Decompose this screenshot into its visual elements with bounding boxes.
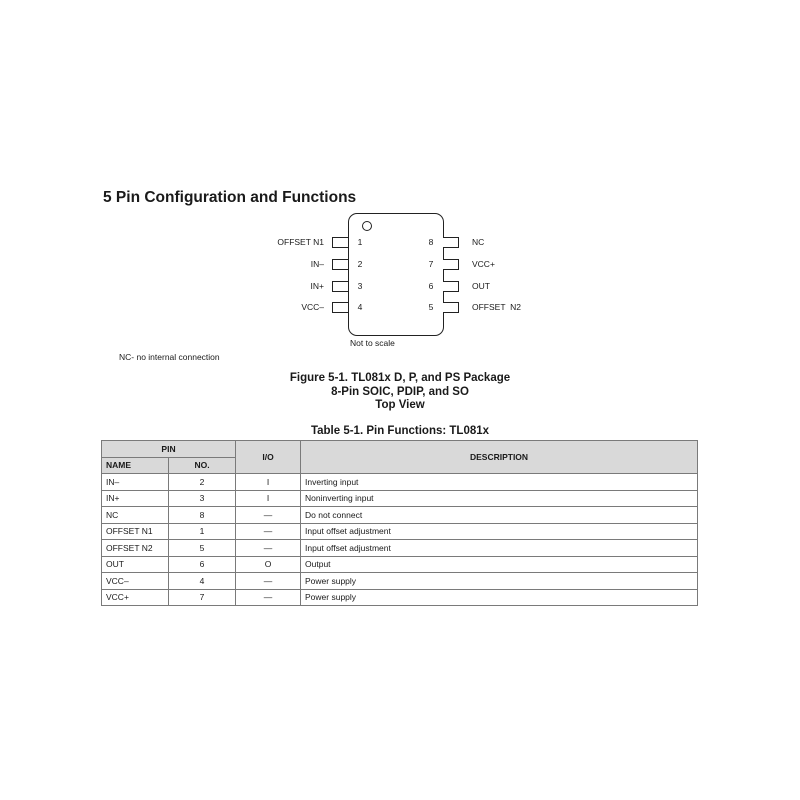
table-row	[102, 573, 698, 590]
pin-label-1: OFFSET N1	[277, 237, 324, 247]
pin-stub-7	[443, 259, 459, 270]
pin-number-4: 4	[357, 302, 363, 312]
pin-label-5: OFFSET N2	[472, 302, 521, 312]
cell-name: NC	[102, 507, 169, 524]
cell-description: Power supply	[301, 589, 698, 606]
pin1-indicator-icon	[362, 221, 372, 231]
cell-io: —	[236, 507, 301, 524]
header-pin: PIN	[102, 441, 236, 458]
cell-io: —	[236, 523, 301, 540]
cell-name: IN–	[102, 474, 169, 491]
header-io: I/O	[236, 441, 301, 474]
pin-stub-5	[443, 302, 459, 313]
cell-io: I	[236, 474, 301, 491]
cell-no: 8	[169, 507, 236, 524]
header-description: DESCRIPTION	[301, 441, 698, 474]
cell-name: OUT	[102, 556, 169, 573]
cell-no: 5	[169, 540, 236, 557]
pin-stub-1	[332, 237, 348, 248]
cell-description: Input offset adjustment	[301, 523, 698, 540]
pin-number-5: 5	[428, 302, 434, 312]
section-title: 5 Pin Configuration and Functions	[103, 189, 357, 206]
pin-stub-2	[332, 259, 348, 270]
table-row	[102, 523, 698, 540]
header-name: NAME	[102, 457, 169, 474]
pin-number-8: 8	[428, 237, 434, 247]
pin-stub-4	[332, 302, 348, 313]
cell-no: 7	[169, 589, 236, 606]
cell-io: —	[236, 540, 301, 557]
pin-label-8: NC	[472, 237, 485, 247]
pin-stub-3	[332, 281, 348, 292]
table-row	[102, 540, 698, 557]
table-row	[102, 474, 698, 491]
pin-number-2: 2	[357, 259, 363, 269]
table-row	[102, 490, 698, 507]
pin-label-7: VCC+	[472, 259, 495, 269]
table-row	[102, 507, 698, 524]
pin-number-7: 7	[428, 259, 434, 269]
figure-caption-line3: Top View	[375, 399, 425, 411]
cell-io: I	[236, 490, 301, 507]
cell-description: Output	[301, 556, 698, 573]
figure-caption-line2: 8-Pin SOIC, PDIP, and SO	[331, 385, 469, 398]
pin-label-3: IN+	[310, 281, 324, 291]
pin-number-3: 3	[357, 281, 363, 291]
pin-functions-table	[101, 440, 698, 606]
table-caption: Table 5-1. Pin Functions: TL081x	[310, 425, 490, 437]
table-row	[102, 556, 698, 573]
cell-description: Noninverting input	[301, 490, 698, 507]
figure-caption-line1: Figure 5-1. TL081x D, P, and PS Package	[289, 372, 511, 384]
cell-io: —	[236, 573, 301, 590]
pin-label-6: OUT	[472, 281, 490, 291]
cell-name: IN+	[102, 490, 169, 507]
cell-no: 6	[169, 556, 236, 573]
not-to-scale-note: Not to scale	[350, 338, 395, 348]
cell-description: Power supply	[301, 573, 698, 590]
pin-stub-6	[443, 281, 459, 292]
table-row	[102, 589, 698, 606]
pin-label-4: VCC–	[301, 302, 324, 312]
pin-number-1: 1	[357, 237, 363, 247]
pin-stub-8	[443, 237, 459, 248]
cell-io: O	[236, 556, 301, 573]
cell-no: 2	[169, 474, 236, 491]
pin-label-2: IN–	[310, 259, 324, 269]
cell-description: Do not connect	[301, 507, 698, 524]
cell-name: VCC–	[102, 573, 169, 590]
nc-note: NC- no internal connection	[119, 352, 220, 362]
cell-no: 1	[169, 523, 236, 540]
header-no: NO.	[169, 457, 236, 474]
cell-description: Inverting input	[301, 474, 698, 491]
ic-package-body	[348, 213, 444, 336]
cell-no: 3	[169, 490, 236, 507]
cell-name: OFFSET N2	[102, 540, 169, 557]
cell-no: 4	[169, 573, 236, 590]
pin-number-6: 6	[428, 281, 434, 291]
cell-io: —	[236, 589, 301, 606]
cell-description: Input offset adjustment	[301, 540, 698, 557]
cell-name: OFFSET N1	[102, 523, 169, 540]
cell-name: VCC+	[102, 589, 169, 606]
figure-caption	[0, 372, 800, 413]
